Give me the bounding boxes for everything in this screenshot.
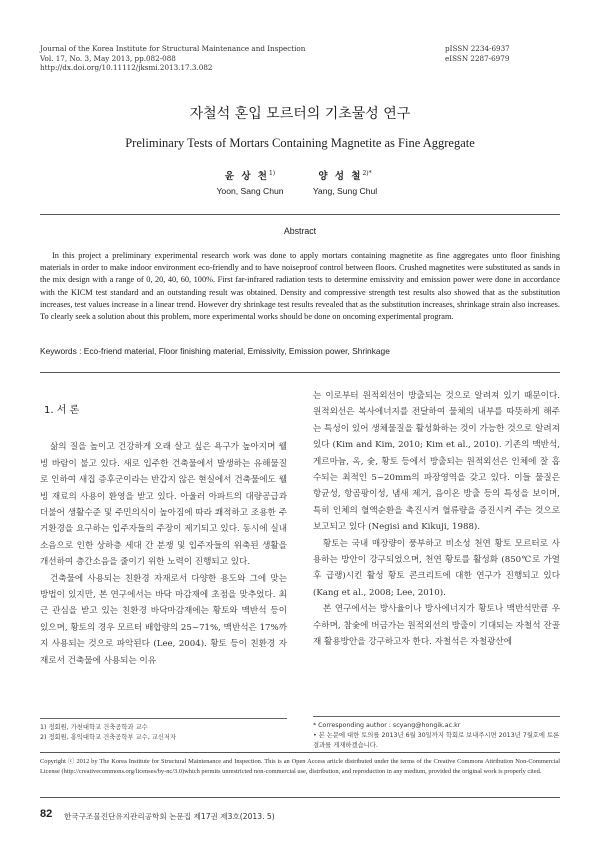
abstract-text: In this project a preliminary experimental research work was done to apply mortars containing magnetite as fine aggregates unto floor finishing materials in order to make indoor environment eco-friendly and to have noiseproof control between floors. Crushed magnetites were substituted as sands in the mix design with a range of 0, 20, 40, 60, 100%. First far-infrared radiation tests to determine emissivity and emission power were done in accordance with the KICM test standard and an outstanding result was obtained. Density and compressive strength test results also showed that as the substitution increases, test values increase in a linear trend. However dry shrinkage test results revealed that as the substitution increases, shrinkage strain also increases. To clearly seek a solution about this problem, more experimental works should be done on oncoming experimental program. xyxy=(40,251,560,322)
title-korean: 자철석 혼입 모르터의 기초물성 연구 xyxy=(189,106,411,122)
journal-doi[interactable]: http://dx.doi.org/10.11112/jksmi.2013.17.3.082 xyxy=(40,63,213,72)
footnote-divider xyxy=(40,718,287,719)
divider-top xyxy=(40,214,560,215)
section-1-title: 1. 서 론 xyxy=(44,405,80,416)
divider-footer xyxy=(40,797,560,798)
paragraph: 황토는 국내 매장량이 풍부하고 비소성 천연 황토 모르터로 사용하는 방안이 강구되었으며, 천연 황토를 활성화 (850℃로 가열 후 급랭)시킨 활성 황토 콘크리트에 대한 연구가 진행되고 있다 (Kang et al., 2008; Lee, 2010). xyxy=(313,538,560,598)
journal-header-left xyxy=(40,44,305,73)
journal-name: Journal of the Korea Institute for Structural Maintenance and Inspection xyxy=(40,44,306,53)
body-column-left xyxy=(40,388,287,669)
author-2-korean: 양 성 철 xyxy=(318,170,363,182)
divider-copyright xyxy=(40,752,560,753)
author-1-korean: 윤 상 천 xyxy=(224,170,269,182)
author-2-english: Yang, Sung Chul xyxy=(312,185,378,196)
keywords-list: Eco-friend material, Floor finishing material, Emissivity, Emission power, Shrinkage xyxy=(83,346,390,356)
author-1-sup: 1) xyxy=(268,170,276,177)
body-column-right xyxy=(313,388,560,651)
abstract-heading: Abstract xyxy=(283,226,317,236)
author-2-sup: 2)* xyxy=(362,170,372,177)
footnotes-right xyxy=(313,716,563,751)
journal-header-right xyxy=(445,44,560,63)
footer-journal: 한국구조물진단유지관리공학회 논문집 제17권 제3호(2013. 5) xyxy=(64,812,275,821)
keywords-label: Keywords : xyxy=(40,346,82,356)
title-english: Preliminary Tests of Mortars Containing Magnetite as Fine Aggregate xyxy=(125,136,475,150)
footnotes-left xyxy=(40,718,290,743)
footnote: 1) 정회원, 가천대학교 건축공학과 교수 xyxy=(40,724,148,731)
pissn: pISSN 2234-6937 xyxy=(445,44,510,53)
corresponding-author: * Corresponding author : scyang@hongik.ac.kr xyxy=(313,722,461,729)
paragraph: 본 연구에서는 방사율이나 방사에너지가 황토나 맥반석만큼 우수하며, 참숯에 버금가는 원적외선의 방출이 기대되는 자철석 잔골재 활용방안을 강구하고자 한다. 자철석은 자철광산에 xyxy=(313,604,560,648)
author-2 xyxy=(300,167,390,198)
footnote-divider xyxy=(313,716,560,717)
discussion-note: • 본 논문에 대한 토의를 2013년 6월 30일까지 학회로 보내주시면 2013년 7월호에 토론결과를 게재하겠습니다. xyxy=(313,732,560,749)
keywords xyxy=(40,346,560,356)
footnote: 2) 정회원, 홍익대학교 건축공학부 교수, 교신저자 xyxy=(40,734,177,741)
eissn: eISSN 2287-6979 xyxy=(445,53,510,63)
journal-volume: Vol. 17, No. 3, May 2013, pp.082-088 xyxy=(40,53,176,63)
divider-keywords xyxy=(40,372,560,373)
page-number: 82 xyxy=(40,808,53,820)
author-1-english: Yoon, Sang Chun xyxy=(216,185,284,196)
paragraph: 는 이로부터 원적외선이 방출되는 것으로 알려져 있기 때문이다. 원적외선은 복사에너지를 전달하여 물체의 내부를 따뜻하게 해주는 특성이 있어 생체물질을 활성화하는 것이 가능한 것으로 알려져 있다 (Kim and Kim, 2010; Kim et al., 2010). 기존의 맥반석, 게르마늄, 옥, 숯, 황토 등에서 방출되는 원적외선은 인체에 잘 흡수되는 최적인 5~20mm의 파장영역을 갖고 있다. 이들 물질은 항균성, 항곰팡이성, 냄새 제거, 음이온 방출 등의 특성을 보이며, 특히 인체의 혈액순환을 촉진시켜 혈류량을 증진시켜 주는 것으로 보고되고 있다 (Negisi and Kikuji, 1988). xyxy=(313,391,560,533)
paragraph: 건축물에 사용되는 친환경 자재로서 다양한 용도와 그에 맞는 방법이 있지만, 본 연구에서는 바닥 마감재에 초점을 맞추었다. 최근 관심을 받고 있는 친환경 바닥마감재에는 황토와 맥반석 등이 있으며, 황토의 경우 모르터 배합량의 25~71%, 맥반석은 17%까지 사용되는 것으로 파악된다 (Lee, 2004). 황토 등이 친환경 자재로서 건축물에 사용되는 이유 xyxy=(40,573,287,666)
copyright-notice: Copyright ⓒ 2012 by The Korea Institute for Structural Maintenance and Inspection. This is an Open Access article distributed under the terms of the Creative Commons Attribution Non-Commercial License (http://creativecommons.org/licenses/by-nc/3.0)which permits unrestricted non-commercial use, distribution, and reproduction in any medium, provided the original work is properly cited. xyxy=(40,758,560,775)
author-1 xyxy=(205,167,295,198)
paragraph: 삶의 질을 높이고 건강하게 오래 살고 싶은 욕구가 높아지며 웰빙 바람이 불고 있다. 새로 입주한 건축물에서 발생하는 유해물질로 인하여 새집 증후군이라는 반갑지 않은 현실에서 건축물에도 웰빙 재료의 사용이 환영을 받고 있다. 아울러 아파트의 대량공급과 더불어 생활수준 및 주민의식이 높아짐에 따라 쾌적하고 조용한 주거환경을 요구하는 입주자들의 주장이 제기되고 있다. 동시에 실내소음으로 인한 상하층 세대 간 분쟁 및 입주자들의 위축된 생활을 개선하여 층간소음을 줄이기 위한 노력이 진행되고 있다. xyxy=(40,442,287,568)
